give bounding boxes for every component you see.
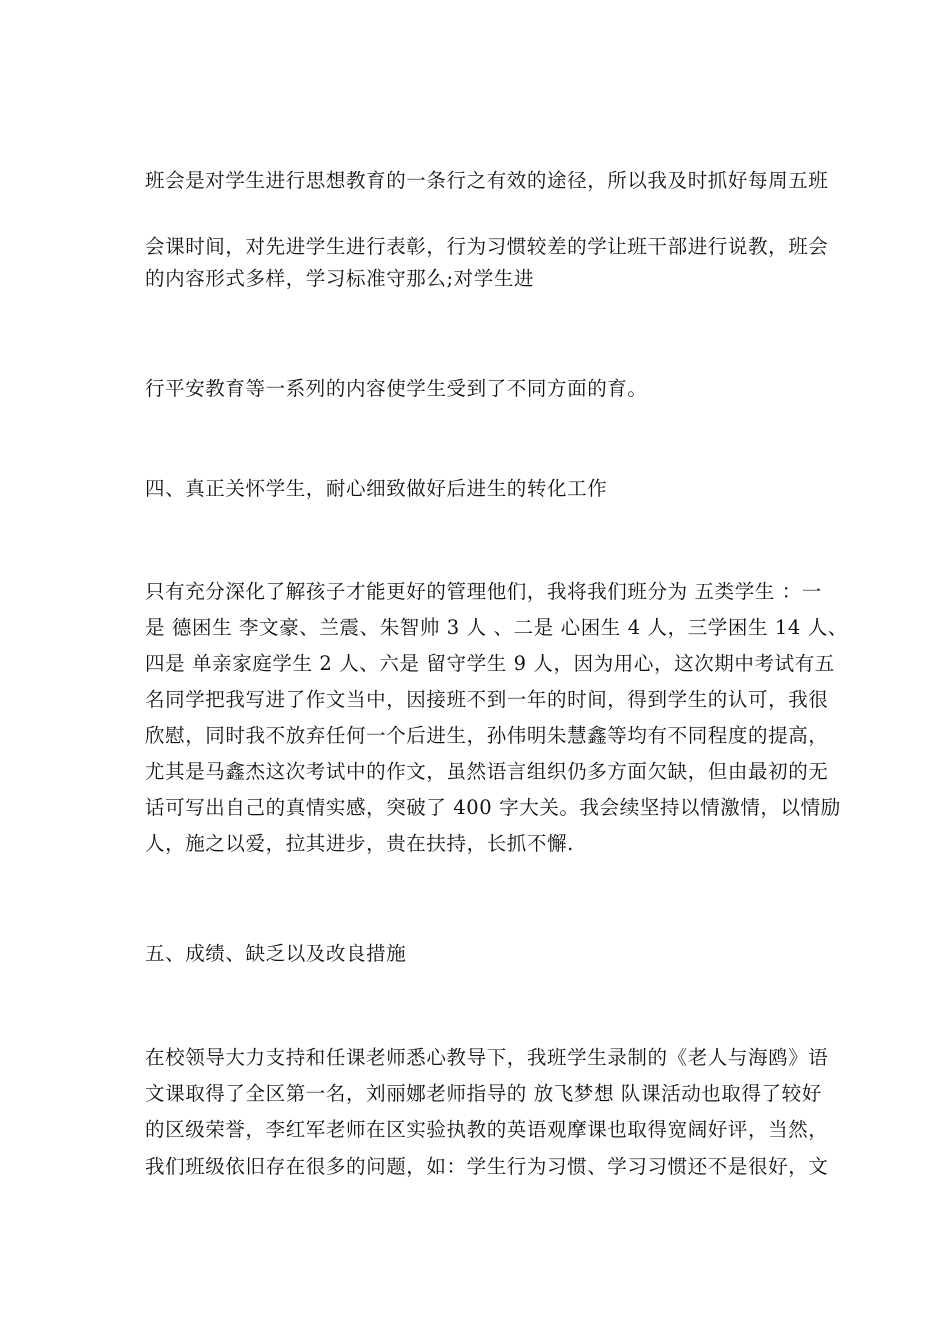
- text-line: 只有充分深化了解孩子才能更好的管理他们，我将我们班分为 五类学生 ：一: [145, 580, 822, 603]
- text-line: 会课时间，对先进学生进行表彰，行为习惯较差的学让班干部进行说教，班会: [145, 235, 829, 258]
- section-heading-four: 四、真正关怀学生，耐心细致做好后进生的转化工作: [145, 477, 608, 500]
- text-line: 话可写出自己的真情实感，突破了 400 字大关。我会续坚持以情激情，以情励: [145, 796, 841, 819]
- text-line: 的内容形式多样，学习标准守那么;对学生进: [145, 267, 535, 290]
- text-line: 我们班级依旧存在很多的问题，如：学生行为习惯、学习习惯还不是很好，文: [145, 1155, 829, 1178]
- text-line: 人，施之以爱，拉其进步，贵在扶持，长抓不懈.: [145, 832, 574, 855]
- text-line: 行平安教育等一系列的内容使学生受到了不同方面的育。: [145, 377, 648, 400]
- text-line: 文课取得了全区第一名，刘丽娜老师指导的 放飞梦想 队课活动也取得了较好: [145, 1082, 822, 1105]
- text-line: 名同学把我写进了作文当中，因接班不到一年的时间，得到学生的认可，我很: [145, 688, 829, 711]
- text-line: 欣慰，同时我不放弃任何一个后进生，孙伟明朱慧鑫等均有不同程度的提高，: [145, 724, 829, 747]
- text-line: 的区级荣誉，李红军老师在区实验执教的英语观摩课也取得宽阔好评，当然，: [145, 1118, 829, 1141]
- text-line: 尤其是马鑫杰这次考试中的作文，虽然语言组织仍多方面欠缺，但由最初的无: [145, 760, 829, 783]
- text-line: 班会是对学生进行思想教育的一条行之有效的途径，所以我及时抓好每周五班: [145, 169, 829, 192]
- section-heading-five: 五、成绩、缺乏以及改良措施: [145, 942, 407, 965]
- text-line: 四是 单亲家庭学生 2 人、六是 留守学生 9 人，因为用心，这次期中考试有五: [145, 652, 835, 675]
- text-line: 在校领导大力支持和任课老师悉心教导下，我班学生录制的《老人与海鸥》语: [145, 1046, 829, 1069]
- text-line: 是 德困生 李文豪、兰震、朱智帅 3 人 、二是 心困生 4 人，三学困生 14 人、: [145, 616, 848, 639]
